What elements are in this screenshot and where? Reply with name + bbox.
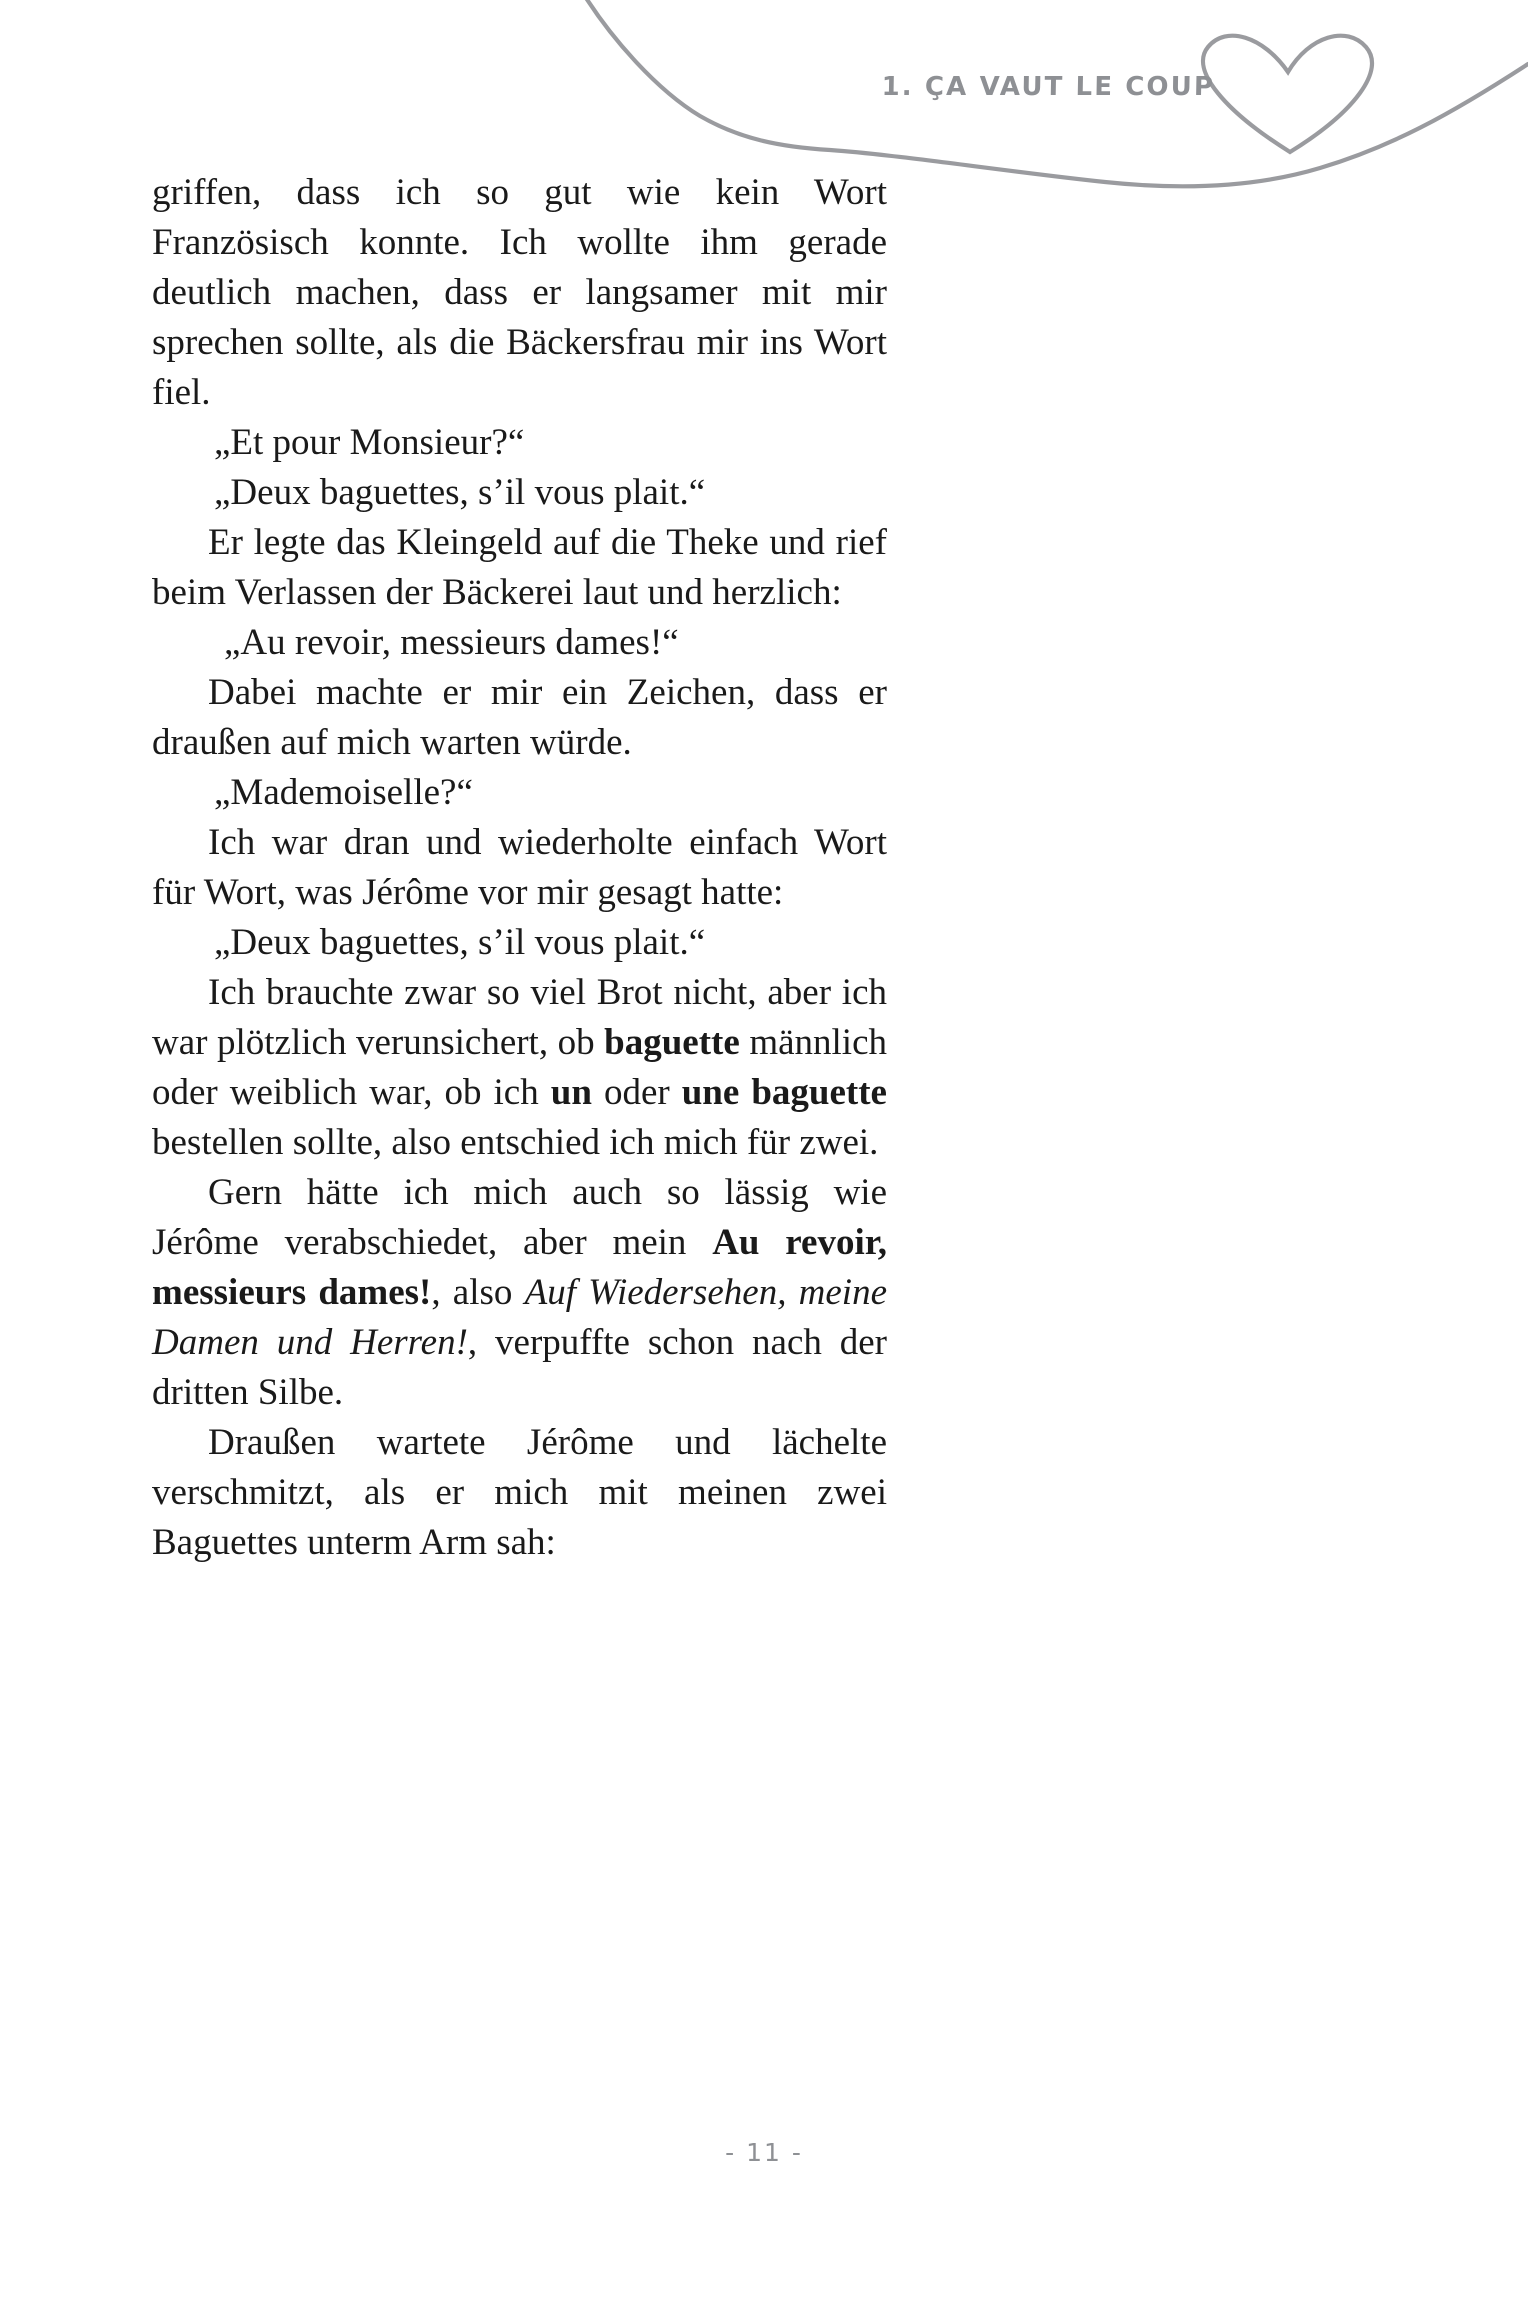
emphasis-bold: baguette (604, 1022, 740, 1063)
running-head: 1. ÇA VAUT LE COUP (881, 72, 1216, 102)
text-run: Dabei machte er mir ein Zeichen, dass er draußen auf mich warten würde. (152, 672, 887, 763)
emphasis-italic: Auf Wiedersehen, meine Damen und Herren! (152, 1272, 888, 1363)
text-run: Ich brauchte zwar so viel Brot nicht, aber ich war plötzlich verunsichert, ob (152, 972, 887, 1063)
paragraph-dialogue (152, 618, 887, 668)
paragraph (152, 818, 887, 918)
text-run: „Deux baguettes, s’il vous plait.“ (214, 472, 706, 513)
text-run: „Et pour Monsieur?“ (214, 422, 525, 463)
paragraph-dialogue (152, 468, 887, 518)
emphasis-bold: une baguette (681, 1072, 887, 1113)
text-run: , also (431, 1272, 525, 1313)
paragraph (152, 518, 887, 618)
page-number: - 11 - (725, 2138, 803, 2167)
text-run: Ich war dran und wiederholte einfach Wort für Wort, was Jérôme vor mir gesagt hatte: (152, 822, 887, 913)
body-text-column (152, 168, 887, 1568)
paragraph-dialogue (152, 918, 887, 968)
text-run: Draußen wartete Jérôme und lächelte verschmitzt, als er mich mit meinen zwei Baguettes unterm Arm sah: (152, 1422, 887, 1563)
text-run: „Mademoiselle?“ (214, 772, 473, 813)
text-run: Er legte das Kleingeld auf die Theke und rief beim Verlassen der Bäckerei laut und herzlich: (152, 522, 887, 613)
paragraph (152, 168, 887, 418)
text-run: männlich oder weiblich war, ob ich (152, 1022, 888, 1113)
paragraph-dialogue (152, 768, 887, 818)
text-run: bestellen sollte, also entschied ich mich für zwei. (152, 1122, 879, 1163)
text-run: , verpuffte schon nach der dritten Silbe. (152, 1322, 887, 1413)
text-run: „Au revoir, messieurs dames!“ (224, 622, 679, 663)
paragraph (152, 668, 887, 768)
emphasis-bold: Au revoir, messieurs dames! (152, 1222, 887, 1313)
text-run: Gern hätte ich mich auch so lässig wie Jérôme verabschiedet, aber mein (152, 1172, 887, 1263)
text-run: „Deux baguettes, s’il vous plait.“ (214, 922, 706, 963)
paragraph (152, 968, 887, 1168)
text-run: griffen, dass ich so gut wie kein Wort Französisch konnte. Ich wollte ihm gerade deutlich machen, dass er langsamer mit mir sprechen sollte, als die Bäckersfrau mir ins Wort fiel. (152, 172, 887, 413)
paragraph (152, 1418, 887, 1568)
emphasis-bold: un (550, 1072, 592, 1113)
paragraph-dialogue (152, 418, 887, 468)
paragraph (152, 1168, 887, 1418)
text-run: oder (591, 1072, 682, 1113)
